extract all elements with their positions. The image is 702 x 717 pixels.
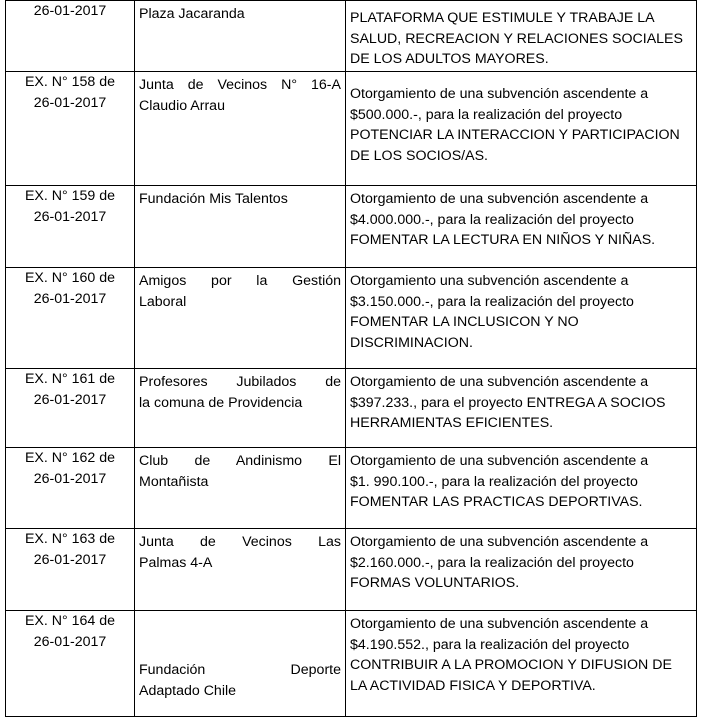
table-row <box>6 268 697 369</box>
table-row <box>6 529 697 611</box>
decree-line: 26-01-2017 <box>33 470 107 487</box>
decree-cell <box>6 611 135 717</box>
description-line: Otorgamiento una subvención ascendente a <box>350 273 629 289</box>
description-line: DISCRIMINACION. <box>350 334 473 351</box>
organization-line: Claudio Arrau <box>139 97 225 114</box>
organization-line: Palmas 4-A <box>139 554 213 571</box>
decree-cell <box>6 72 135 186</box>
subvenciones-table <box>5 0 697 717</box>
description-line: POTENCIAR LA INTERACCION Y PARTICIPACION <box>350 127 680 143</box>
organization-line: Junta de Vecinos Las <box>139 534 341 550</box>
decree-line: 26-01-2017 <box>33 208 107 225</box>
organization-cell <box>135 1 346 72</box>
description-line: $397.233., para el proyecto ENTREGA A SOCIOS <box>350 394 666 411</box>
organization-cell <box>135 186 346 268</box>
decree-line: 26-01-2017 <box>33 3 107 19</box>
description-line: $1. 990.100.-, para la realización del proyecto <box>350 473 638 490</box>
decree-line: EX. N° 159 de <box>24 188 116 204</box>
organization-cell <box>135 72 346 186</box>
description-line: FORMAS VOLUNTARIOS. <box>350 575 520 591</box>
description-line: Otorgamiento de una subvención ascendente a <box>350 374 649 390</box>
description-line: $2.160.000.-, para la realización del proyecto <box>350 554 634 571</box>
decree-line: EX. N° 161 de <box>24 371 116 387</box>
decree-line: EX. N° 162 de <box>24 450 116 466</box>
description-cell <box>346 1 697 72</box>
decree-line: EX. N° 163 de <box>24 531 116 547</box>
description-line: FOMENTAR LAS PRACTICAS DEPORTIVAS. <box>350 494 643 510</box>
description-line: FOMENTAR LA INCLUSICON Y NO <box>350 314 579 330</box>
organization-cell <box>135 369 346 448</box>
decree-line: EX. N° 160 de <box>24 270 116 286</box>
organization-cell <box>135 529 346 611</box>
organization-line: la comuna de Providencia <box>139 394 303 411</box>
decree-line: 26-01-2017 <box>33 290 107 307</box>
organization-cell <box>135 611 346 717</box>
description-cell <box>346 72 697 186</box>
table-row <box>6 72 697 186</box>
table-row <box>6 369 697 448</box>
description-line: DE LOS ADULTOS MAYORES. <box>350 51 549 67</box>
description-line: PLATAFORMA QUE ESTIMULE Y TRABAJE LA <box>350 10 655 26</box>
decree-cell <box>6 268 135 369</box>
decree-line: 26-01-2017 <box>33 551 107 568</box>
description-line: Otorgamiento de una subvención ascendente a <box>350 534 649 550</box>
description-line: $3.150.000.-, para la realización del proyecto <box>350 293 634 310</box>
table-row <box>6 1 697 72</box>
decree-line: 26-01-2017 <box>33 633 107 650</box>
organization-line: Fundación Deporte <box>139 662 341 678</box>
table-row <box>6 611 697 717</box>
organization-line: Junta de Vecinos N° 16-A <box>139 77 341 93</box>
organization-cell <box>135 448 346 529</box>
table-row <box>6 448 697 529</box>
decree-cell <box>6 186 135 268</box>
decree-line: EX. N° 158 de <box>24 74 116 90</box>
table-row <box>6 186 697 268</box>
description-line: FOMENTAR LA LECTURA EN NIÑOS Y NIÑAS. <box>350 232 656 248</box>
organization-line: Profesores Jubilados de <box>139 374 341 390</box>
organization-line: Laboral <box>139 293 187 310</box>
decree-cell <box>6 1 135 72</box>
organization-cell <box>135 268 346 369</box>
decree-line: EX. N° 164 de <box>24 613 116 629</box>
description-cell <box>346 369 697 448</box>
description-line: CONTRIBUIR A LA PROMOCION Y DIFUSION DE <box>350 657 672 673</box>
description-line: SALUD, RECREACION Y RELACIONES SOCIALES <box>350 30 683 47</box>
description-line: $4.000.000.-, para la realización del proyecto <box>350 211 634 228</box>
description-line: HERRAMIENTAS EFICIENTES. <box>350 415 554 431</box>
description-cell <box>346 448 697 529</box>
decree-cell <box>6 448 135 529</box>
description-line: $4.190.552., para la realización del proyecto <box>350 636 630 653</box>
decree-line: 26-01-2017 <box>33 94 107 111</box>
description-cell <box>346 268 697 369</box>
decree-cell <box>6 369 135 448</box>
decree-cell <box>6 529 135 611</box>
organization-line: Amigos por la Gestión <box>139 273 341 289</box>
description-line: Otorgamiento de una subvención ascendente a <box>350 616 649 632</box>
organization-line: Fundación Mis Talentos <box>139 191 288 207</box>
description-line: $500.000.-, para la realización del proyecto <box>350 106 623 123</box>
description-line: Otorgamiento de una subvención ascendente a <box>350 86 649 102</box>
organization-line: Club de Andinismo El <box>139 453 341 469</box>
organization-line: Adaptado Chile <box>139 682 237 699</box>
organization-line: Montañista <box>139 473 209 490</box>
description-line: Otorgamiento de una subvención ascendente a <box>350 191 649 207</box>
decree-line: 26-01-2017 <box>33 391 107 408</box>
description-line: Otorgamiento de una subvención ascendente a <box>350 453 649 469</box>
description-cell <box>346 611 697 717</box>
description-cell <box>346 529 697 611</box>
description-line: LA ACTIVIDAD FISICA Y DEPORTIVA. <box>350 677 596 694</box>
organization-line: Plaza Jacaranda <box>139 6 245 22</box>
description-cell <box>346 186 697 268</box>
description-line: DE LOS SOCIOS/AS. <box>350 147 488 164</box>
